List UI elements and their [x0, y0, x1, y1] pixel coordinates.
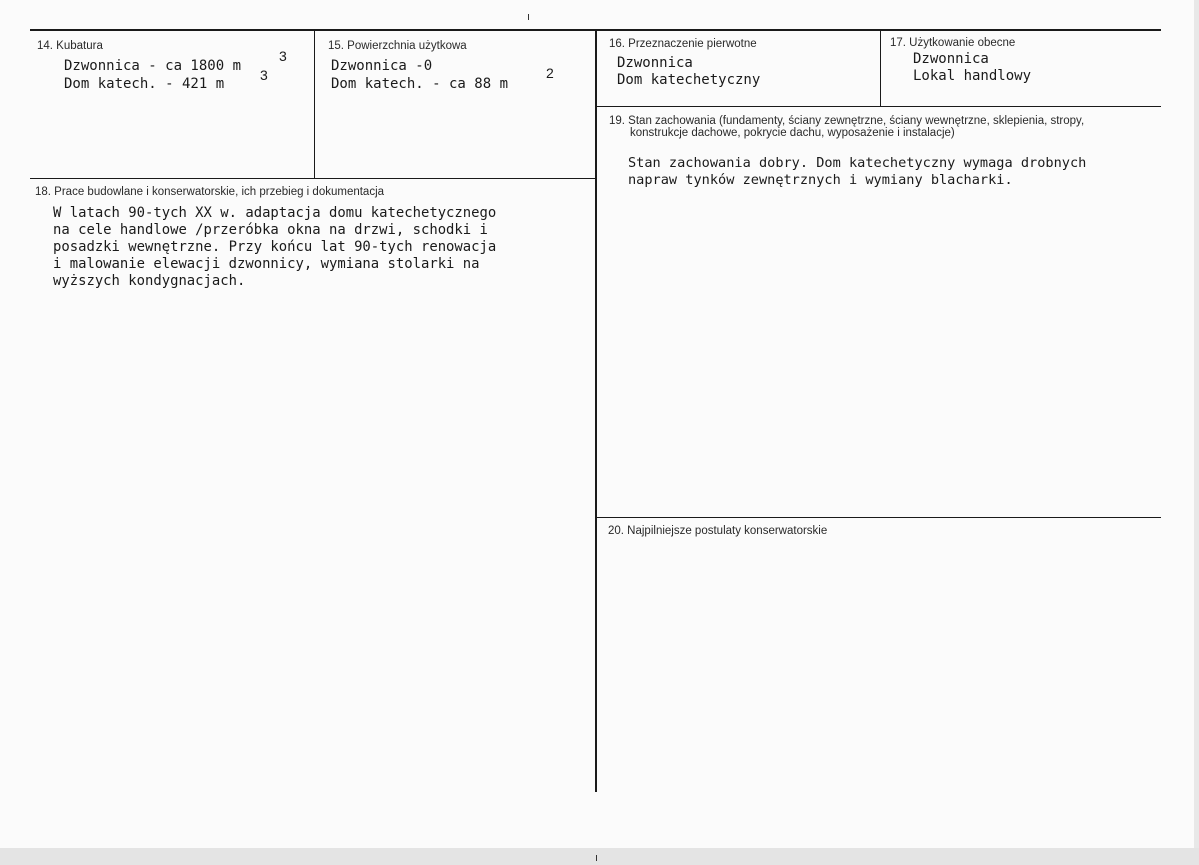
field-17-line2: Lokal handlowy — [913, 68, 1032, 84]
field-14-line1-sup: 3 — [279, 48, 287, 64]
card-bottom-edge — [0, 848, 1199, 865]
field-17-label: 17. Użytkowanie obecne — [890, 37, 1016, 49]
rule-above-19 — [596, 106, 1161, 107]
field-14-line1: Dzwonnica - ca 1800 m — [64, 58, 242, 74]
field-19-label-line1: 19. Stan zachowania (fundamenty, ściany zewnętrzne, ściany wewnętrzne, sklepienia, stropy, — [609, 115, 1085, 127]
rule-above-20 — [596, 517, 1161, 518]
field-19-label-line2: konstrukcje dachowe, pokrycie dachu, wyposażenie i instalacje) — [630, 127, 955, 139]
field-18-line5: wyższych kondygnacjach. — [53, 273, 246, 289]
field-14-line2: Dom katech. - 421 m — [64, 76, 225, 92]
field-18-label: 18. Prace budowlane i konserwatorskie, ich przebieg i dokumentacja — [35, 186, 385, 198]
field-15-line1: Dzwonnica -0 — [331, 58, 433, 74]
field-14-label: 14. Kubatura — [37, 40, 103, 52]
field-18-line2: na cele handlowe /przeróbka okna na drzwi, schodki i — [53, 222, 488, 238]
divider-14-15 — [314, 30, 315, 179]
field-17-line1: Dzwonnica — [913, 51, 989, 67]
field-18-line4: i malowanie elewacji dzwonnicy, wymiana stolarki na — [53, 256, 480, 272]
field-16-line2: Dom katechetyczny — [617, 72, 761, 88]
field-18-line3: posadzki wewnętrzne. Przy końcu lat 90-tych renowacja — [53, 239, 497, 255]
divider-16-17 — [880, 30, 881, 107]
field-16-label: 16. Przeznaczenie pierwotne — [609, 38, 757, 50]
top-tick — [528, 14, 529, 20]
field-15-label: 15. Powierzchnia użytkowa — [328, 40, 467, 52]
field-19-line2: napraw tynków zewnętrznych i wymiany blacharki. — [628, 172, 1013, 188]
center-divider — [595, 30, 597, 792]
rule-above-18 — [30, 178, 596, 179]
bottom-tick — [596, 855, 597, 861]
field-15-line2-sup: 2 — [546, 65, 554, 81]
field-16-line1: Dzwonnica — [617, 55, 693, 71]
field-20-label: 20. Najpilniejsze postulaty konserwatorskie — [608, 525, 828, 537]
field-18-line1: W latach 90-tych XX w. adaptacja domu katechetycznego — [53, 205, 497, 221]
card-right-edge — [1194, 0, 1199, 865]
field-15-line2: Dom katech. - ca 88 m — [331, 76, 509, 92]
field-14-line2-sup: 3 — [260, 67, 268, 83]
field-19-line1: Stan zachowania dobry. Dom katechetyczny wymaga drobnych — [628, 155, 1087, 171]
